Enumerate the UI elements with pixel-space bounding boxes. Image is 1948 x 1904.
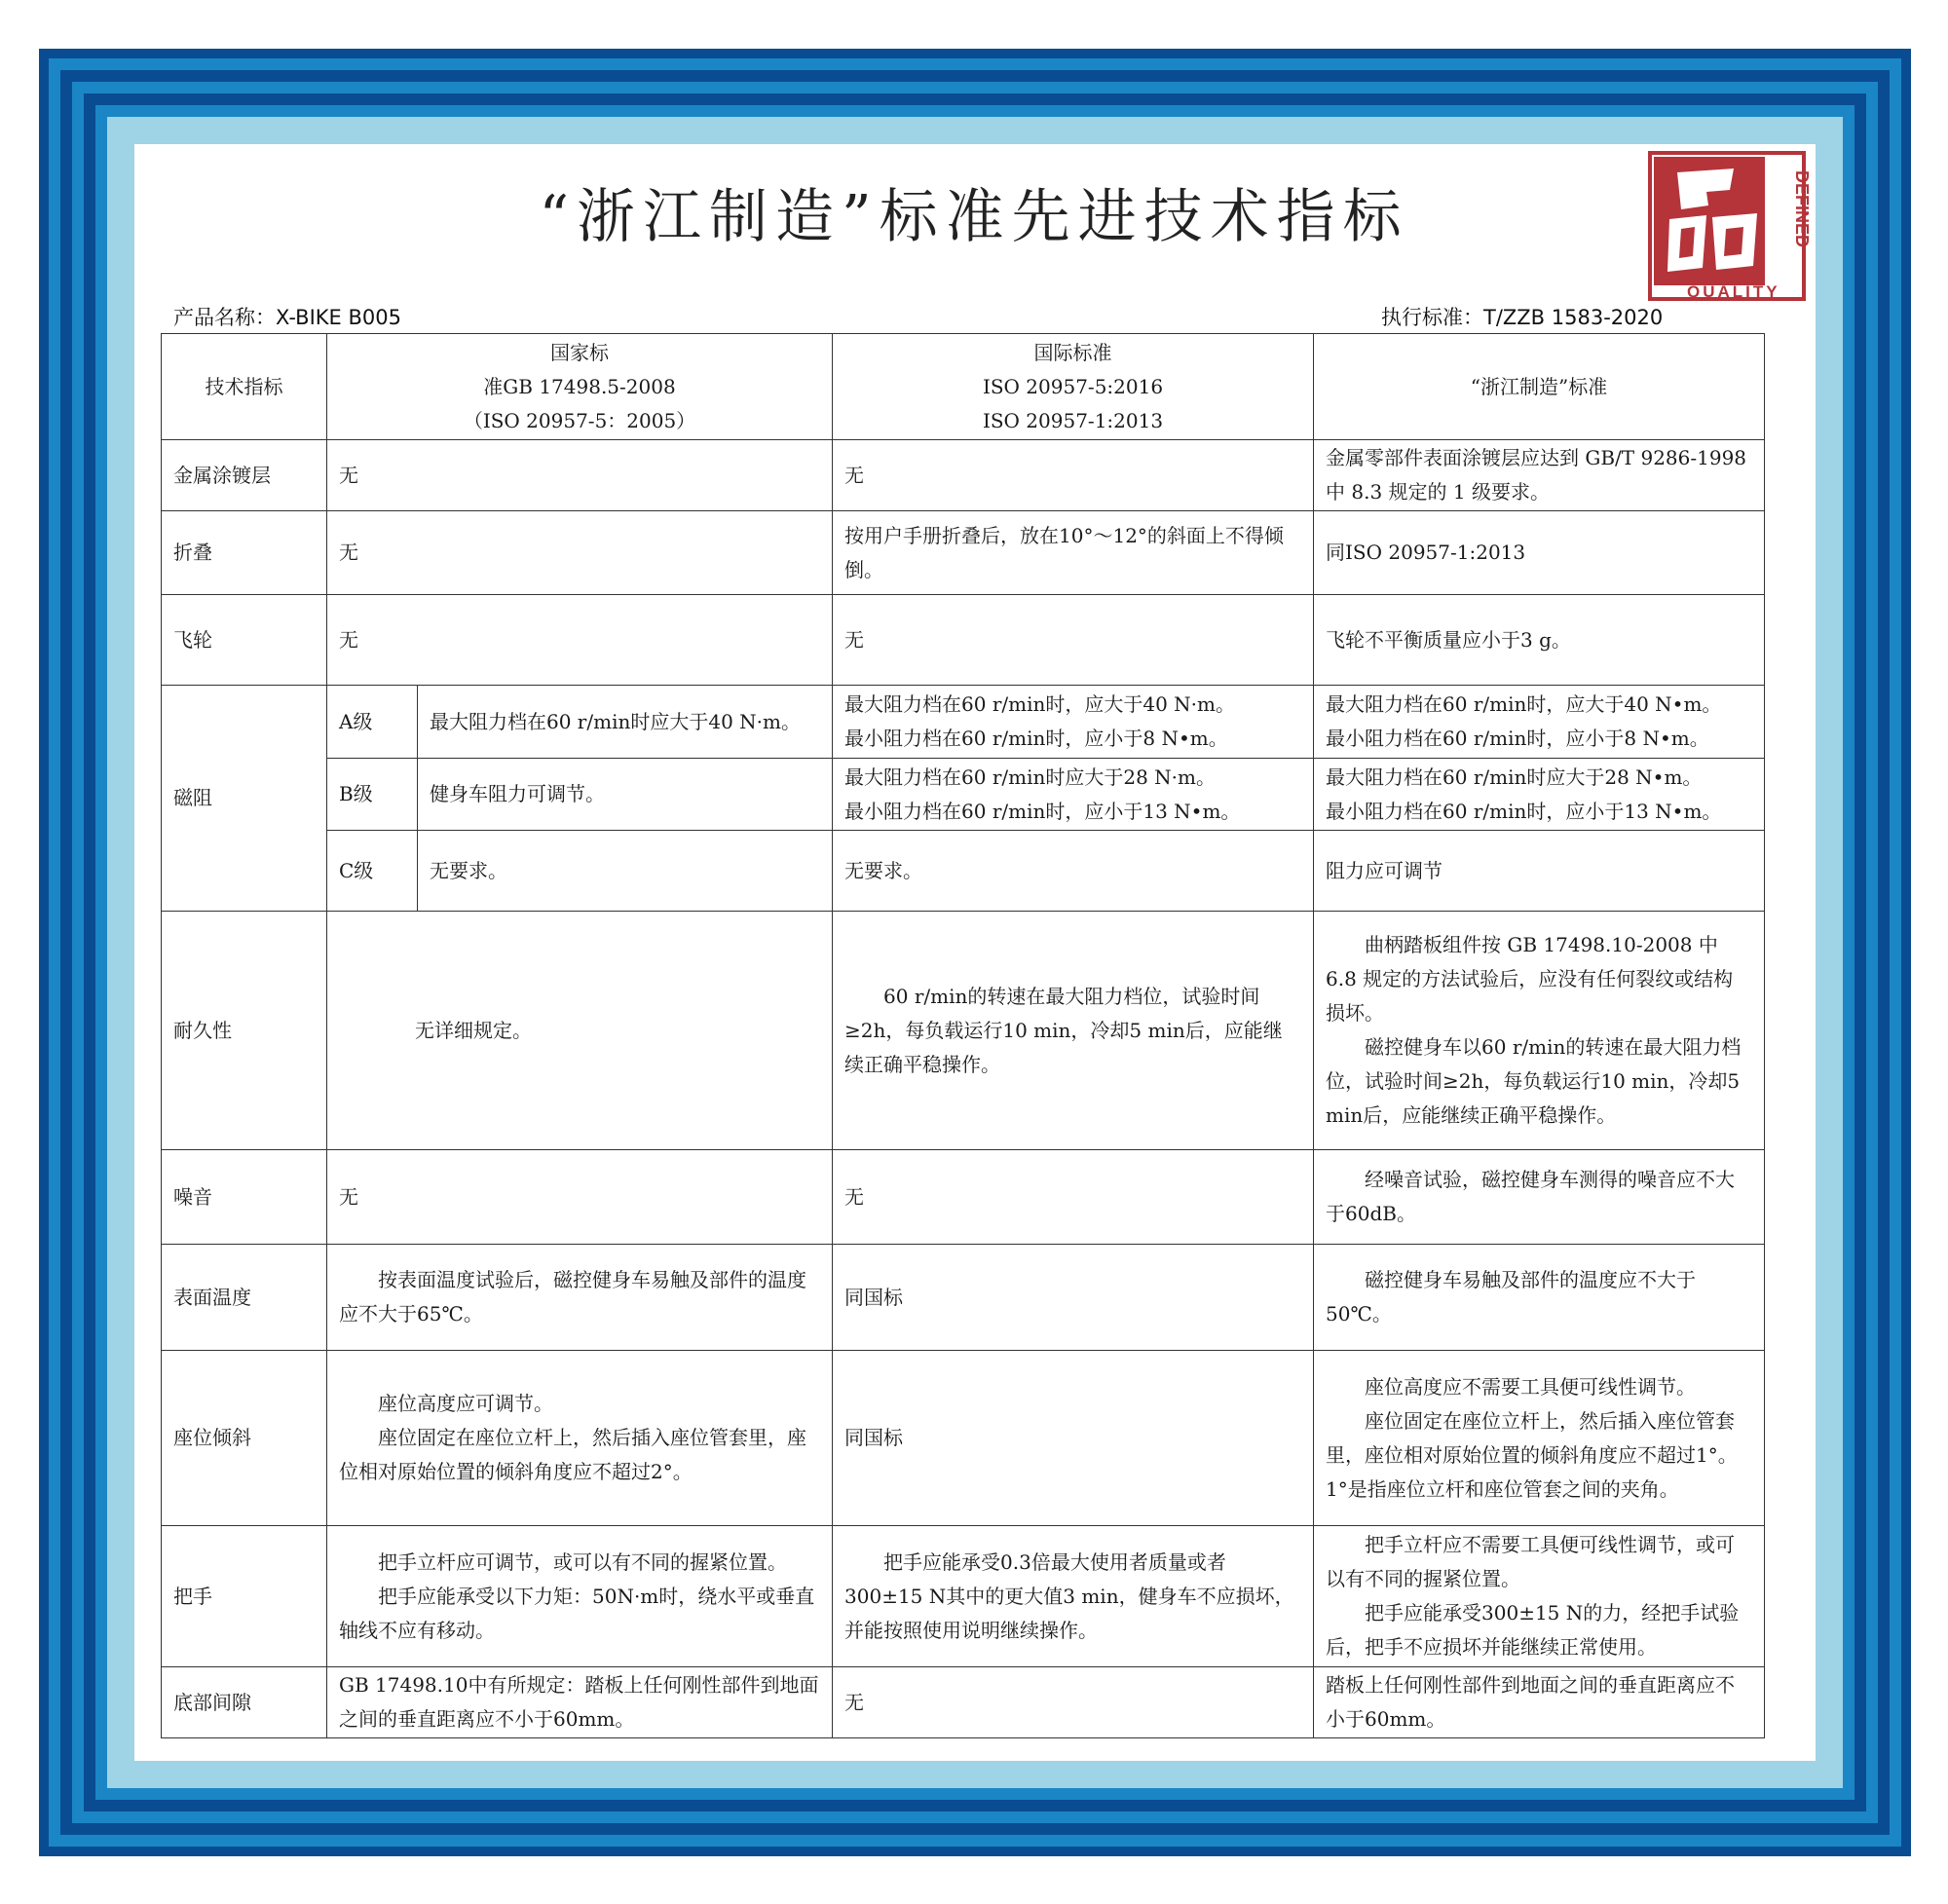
header-international: 国际标准 ISO 20957-5:2016 ISO 20957-1:2013 <box>833 334 1314 440</box>
cell-zhejiang: 最大阻力档在60 r/min时应大于28 N•m。 最小阻力档在60 r/min时，应小于13 N•m。 <box>1314 759 1765 831</box>
table-row <box>162 831 1765 912</box>
grade-label: A级 <box>327 686 418 759</box>
cell-international: 无要求。 <box>833 831 1314 912</box>
cell-national: 把手立杆应可调节，或可以有不同的握紧位置。 把手应能承受以下力矩：50N·m时，绕水平或垂直轴线不应有移动。 <box>327 1526 833 1667</box>
grade-label: B级 <box>327 759 418 831</box>
cell-zhejiang: 踏板上任何刚性部件到地面之间的垂直距离应不小于60mm。 <box>1314 1667 1765 1738</box>
cell-zhejiang: 飞轮不平衡质量应小于3 g。 <box>1314 595 1765 686</box>
row-label: 耐久性 <box>162 912 327 1150</box>
cell-zhejiang: 阻力应可调节 <box>1314 831 1765 912</box>
row-label: 磁阻 <box>162 686 327 912</box>
cell-zhejiang: 最大阻力档在60 r/min时，应大于40 N•m。 最小阻力档在60 r/min时，应小于8 N•m。 <box>1314 686 1765 759</box>
cell-international: 60 r/min的转速在最大阻力档位，试验时间≥2h，每负载运行10 min，冷却5 min后，应能继续正确平稳操作。 <box>833 912 1314 1150</box>
cell-zhejiang: 把手立杆应不需要工具便可线性调节，或可以有不同的握紧位置。 把手应能承受300±15 N的力，经把手试验后，把手不应损坏并能继续正常使用。 <box>1314 1526 1765 1667</box>
logo-side-text: DEFINED <box>1792 170 1812 248</box>
row-label: 飞轮 <box>162 595 327 686</box>
table-row <box>162 759 1765 831</box>
cell-national: 无 <box>327 595 833 686</box>
table-row <box>162 1526 1765 1667</box>
logo-bottom-text: QUALITY <box>1687 282 1780 301</box>
row-label: 底部间隙 <box>162 1667 327 1738</box>
row-label: 折叠 <box>162 511 327 595</box>
cell-international: 无 <box>833 440 1314 511</box>
row-label: 噪音 <box>162 1150 327 1245</box>
cell-international: 把手应能承受0.3倍最大使用者质量或者300±15 N其中的更大值3 min，健身车不应损坏，并能按照使用说明继续操作。 <box>833 1526 1314 1667</box>
cell-national: 无要求。 <box>418 831 833 912</box>
cell-international: 最大阻力档在60 r/min时应大于28 N·m。 最小阻力档在60 r/min时，应小于13 N•m。 <box>833 759 1314 831</box>
table-row <box>162 686 1765 759</box>
cell-national: 按表面温度试验后，磁控健身车易触及部件的温度应不大于65℃。 <box>327 1245 833 1351</box>
cell-zhejiang: 经噪音试验，磁控健身车测得的噪音应不大于60dB。 <box>1314 1150 1765 1245</box>
row-label: 座位倾斜 <box>162 1351 327 1526</box>
table-row <box>162 595 1765 686</box>
table-row <box>162 1667 1765 1738</box>
row-label: 金属涂镀层 <box>162 440 327 511</box>
table-header-row <box>162 334 1765 440</box>
cell-international: 按用户手册折叠后，放在10°～12°的斜面上不得倾倒。 <box>833 511 1314 595</box>
cell-national: 无 <box>327 511 833 595</box>
cell-national: 无详细规定。 <box>327 912 833 1150</box>
row-label: 表面温度 <box>162 1245 327 1351</box>
spec-table <box>161 333 1765 1738</box>
cell-zhejiang: 金属零部件表面涂镀层应达到 GB/T 9286-1998 中 8.3 规定的 1 级要求。 <box>1314 440 1765 511</box>
product-name: 产品名称：X-BIKE B005 <box>173 306 401 329</box>
cell-national: 无 <box>327 1150 833 1245</box>
table-row <box>162 440 1765 511</box>
cell-national: GB 17498.10中有所规定：踏板上任何刚性部件到地面之间的垂直距离应不小于60mm。 <box>327 1667 833 1738</box>
table-row <box>162 1150 1765 1245</box>
table-row <box>162 511 1765 595</box>
cell-international: 无 <box>833 1667 1314 1738</box>
table-row <box>162 1245 1765 1351</box>
page-title: “浙江制造”标准先进技术指标 <box>539 183 1409 251</box>
cell-international: 同国标 <box>833 1351 1314 1526</box>
cell-international: 无 <box>833 595 1314 686</box>
table-row <box>162 912 1765 1150</box>
header-national: 国家标 准GB 17498.5-2008 （ISO 20957-5：2005） <box>327 334 833 440</box>
pin-quality-logo-icon <box>1648 151 1812 302</box>
cell-international: 同国标 <box>833 1245 1314 1351</box>
cell-zhejiang: 同ISO 20957-1:2013 <box>1314 511 1765 595</box>
cell-national: 座位高度应可调节。 座位固定在座位立杆上，然后插入座位管套里，座位相对原始位置的倾斜角度应不超过2°。 <box>327 1351 833 1526</box>
cell-national: 无 <box>327 440 833 511</box>
table-row <box>162 1351 1765 1526</box>
cell-national: 健身车阻力可调节。 <box>418 759 833 831</box>
standard-number: 执行标准：T/ZZB 1583-2020 <box>1381 306 1664 329</box>
header-zhejiang: “浙江制造”标准 <box>1314 334 1765 440</box>
cell-zhejiang: 座位高度应不需要工具便可线性调节。 座位固定在座位立杆上，然后插入座位管套里，座位相对原始位置的倾斜角度应不超过1°。1°是指座位立杆和座位管套之间的夹角。 <box>1314 1351 1765 1526</box>
cell-international: 最大阻力档在60 r/min时，应大于40 N·m。 最小阻力档在60 r/min时，应小于8 N•m。 <box>833 686 1314 759</box>
cell-national: 最大阻力档在60 r/min时应大于40 N·m。 <box>418 686 833 759</box>
cell-zhejiang: 曲柄踏板组件按 GB 17498.10-2008 中 6.8 规定的方法试验后，应没有任何裂纹或结构损坏。 磁控健身车以60 r/min的转速在最大阻力档位，试验时间≥2h，每负载运行10 min，冷却5 min后，应能继续正确平稳操作。 <box>1314 912 1765 1150</box>
row-label: 把手 <box>162 1526 327 1667</box>
cell-international: 无 <box>833 1150 1314 1245</box>
grade-label: C级 <box>327 831 418 912</box>
cell-zhejiang: 磁控健身车易触及部件的温度应不大于50℃。 <box>1314 1245 1765 1351</box>
header-indicator: 技术指标 <box>162 334 327 440</box>
